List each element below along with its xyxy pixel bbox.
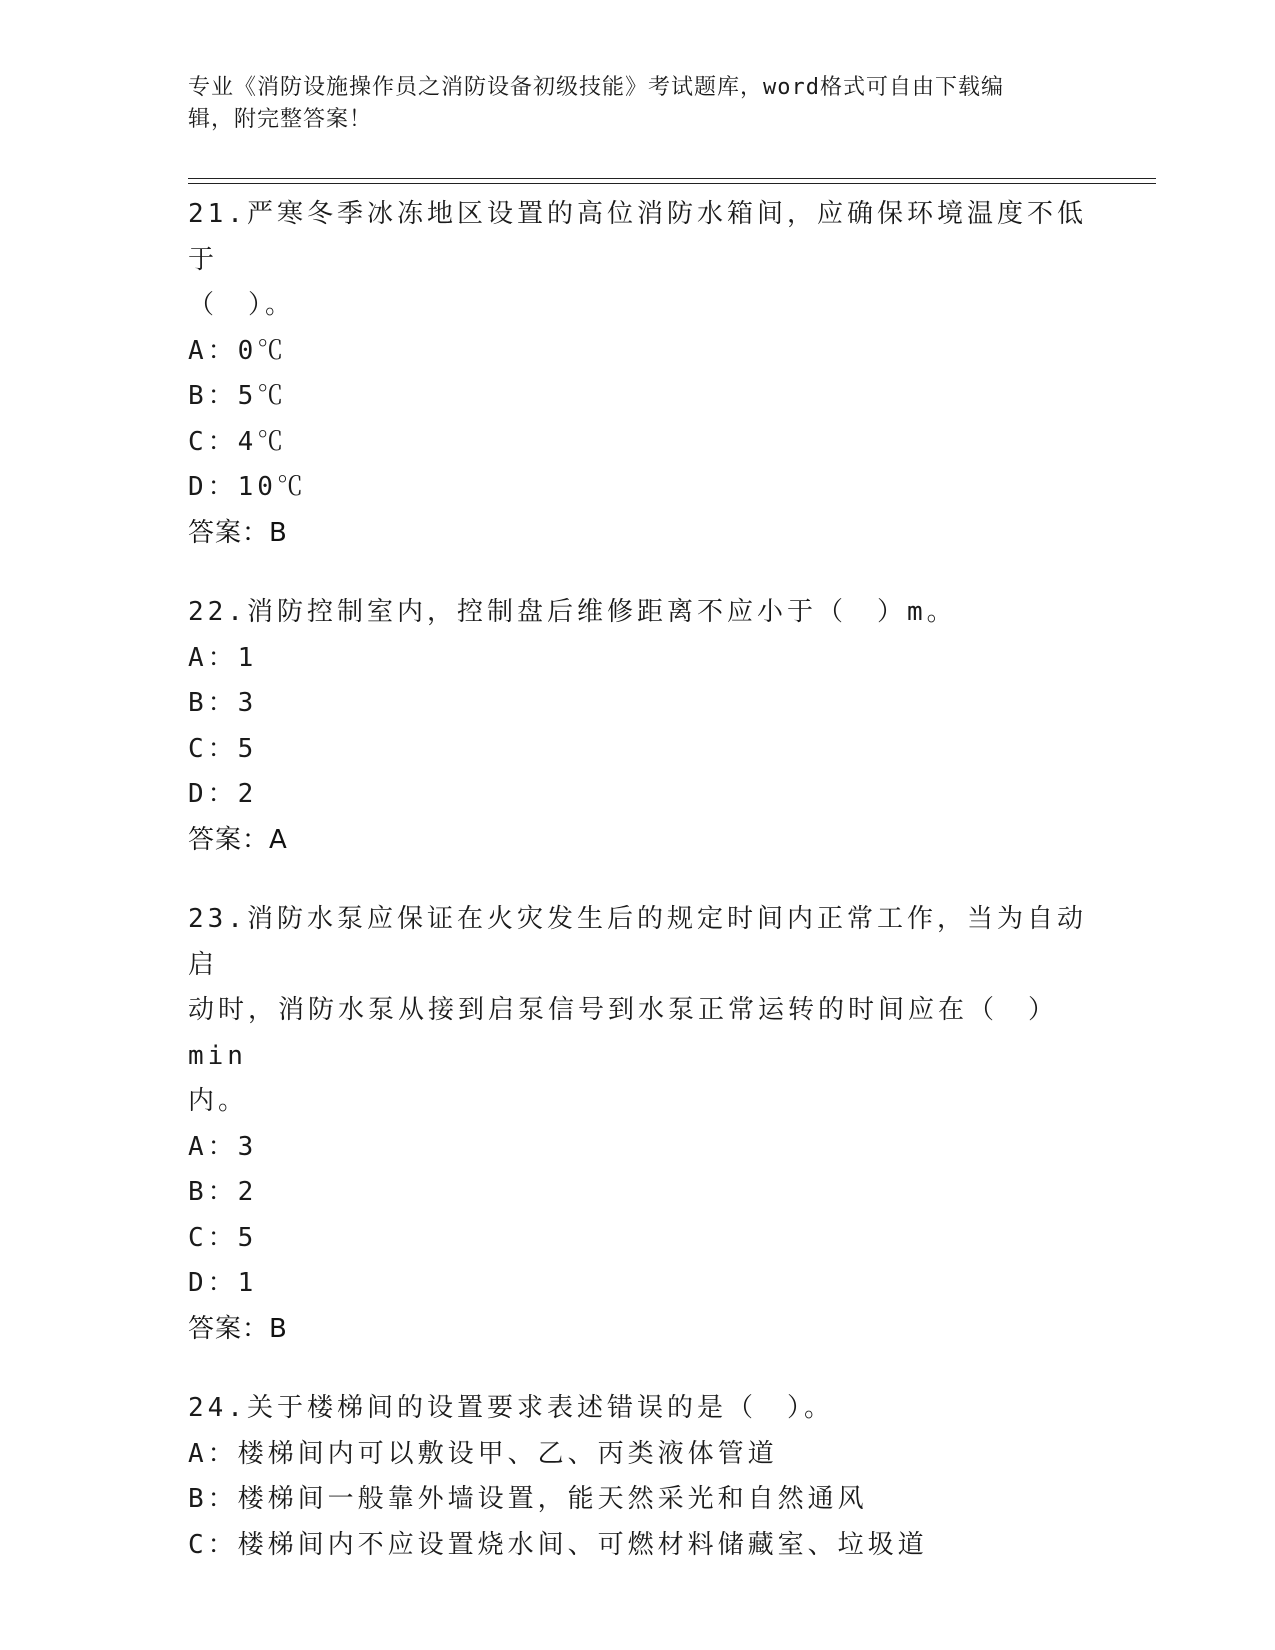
question-list [188,192,1088,1602]
question-stem-line: 24.关于楼梯间的设置要求表述错误的是（ ）。 [188,1393,834,1423]
answer-line: 答案：B [188,517,288,548]
answer-line: 答案：A [188,824,288,855]
option-b: B：3 [188,688,258,718]
header-line-2: 辑，附完整答案！ [188,107,373,132]
option-b: B：5℃ [188,381,288,411]
header-divider-bottom [188,183,1156,184]
question-stem-line: 21.严寒冬季冰冻地区设置的高位消防水箱间，应确保环境温度不低于 [188,199,1087,275]
option-c: C：4℃ [188,426,288,457]
header-divider-top [188,178,1156,179]
option-a: A：3 [188,1131,258,1162]
question-24 [188,1386,1088,1568]
question-22 [188,590,1088,863]
question-23 [188,897,1088,1352]
question-21 [188,192,1088,556]
document-header [188,72,1068,136]
question-stem-line: 动时，消防水泵从接到启泵信号到水泵正常运转的时间应在（ ）min [188,995,1059,1071]
option-a: A：楼梯间内可以敷设甲、乙、丙类液体管道 [188,1438,778,1469]
header-line-1: 专业《消防设施操作员之消防设备初级技能》考试题库，word格式可自由下载编 [188,75,1004,100]
option-a: A：0℃ [188,335,288,366]
option-c: C：楼梯间内不应设置烧水间、可燃材料储藏室、垃圾道 [188,1529,928,1560]
question-stem-line: （ ）。 [188,290,296,320]
option-d: D：2 [188,779,258,809]
option-b: B：楼梯间一般靠外墙设置，能天然采光和自然通风 [188,1484,868,1514]
option-a: A：1 [188,642,258,673]
option-d: D：10℃ [188,472,307,502]
question-stem-line: 23.消防水泵应保证在火灾发生后的规定时间内正常工作，当为自动启 [188,904,1087,980]
question-stem-line: 内。 [188,1086,249,1116]
answer-line: 答案：B [188,1313,288,1344]
option-d: D：1 [188,1268,258,1298]
option-c: C：5 [188,1222,258,1253]
option-b: B：2 [188,1177,258,1207]
question-stem-line: 22.消防控制室内，控制盘后维修距离不应小于（ ）m。 [188,597,957,627]
option-c: C：5 [188,733,258,764]
